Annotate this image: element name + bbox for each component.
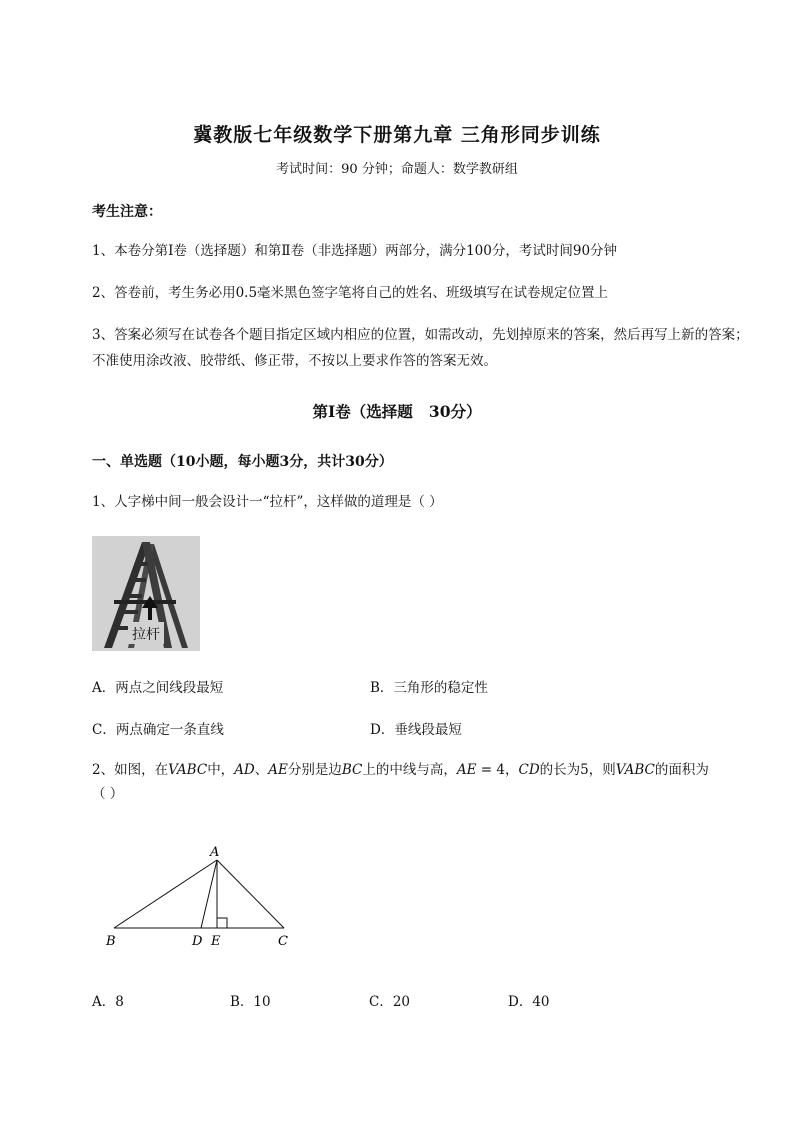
ladder-image (92, 536, 200, 651)
triangle-figure (100, 840, 300, 955)
q1-option-c: C．两点确定一条直线 (92, 722, 224, 738)
q2-segment-ad: AD (234, 762, 255, 778)
label-e: E (211, 934, 221, 949)
exam-info: 考试时间：90 分钟；命题人：数学教研组 (276, 162, 518, 177)
notice-item-3: 3、答案必须写在试卷各个题目指定区域内相应的位置，如需改动，先划掉原来的答案，然后再写上新的答案；不准使用涂改液、胶带纸、修正带，不按以上要求作答的答案无效。 (92, 327, 749, 369)
q2-triangle-abc: VABC (168, 762, 208, 778)
triangle-diagram (100, 840, 300, 955)
q2-text-7: 的长为5，则 (539, 762, 616, 778)
notice-item-1: 1、本卷分第Ⅰ卷（选择题）和第Ⅱ卷（非选择题）两部分，满分100分，考试时间90分钟 (92, 243, 618, 259)
right-angle-mark (217, 918, 227, 928)
ladder-label: 拉杆 (132, 627, 160, 643)
q2-option-a: A．8 (92, 994, 124, 1010)
section-title: 第Ⅰ卷（选择题 30分） (312, 402, 482, 421)
q2-text-6: = 4， (476, 762, 519, 778)
q2-text-2: 中， (207, 762, 235, 778)
q2-answer-blank: （ ） (92, 786, 124, 802)
q2-option-b: B．10 (230, 994, 271, 1010)
question-1-text: 1、人字梯中间一般会设计一“拉杆”，这样做的道理是（ ） (92, 494, 443, 510)
q2-segment-cd: CD (518, 762, 540, 778)
q1-option-a: A．两点之间线段最短 (92, 680, 224, 696)
side-ab (114, 860, 217, 928)
label-b: B (106, 934, 116, 949)
q2-text-5: 上的中线与高， (362, 762, 457, 778)
q2-segment-ae-2: AE (456, 762, 477, 778)
q2-text-8: 的面积为 (654, 762, 709, 778)
label-c: C (278, 934, 288, 949)
label-a: A (210, 845, 220, 860)
notice-heading: 考生注意： (92, 204, 162, 220)
q2-option-c: C．20 (369, 994, 411, 1010)
page-title: 冀教版七年级数学下册第九章 三角形同步训练 (193, 124, 601, 146)
question-2-text (92, 758, 752, 806)
median-ad (201, 860, 217, 928)
q2-option-d: D．40 (508, 994, 550, 1010)
q2-segment-ae: AE (268, 762, 288, 778)
q2-segment-bc: BC (341, 762, 363, 778)
question-group-heading: 一、单选题（10小题，每小题3分，共计30分） (92, 454, 393, 470)
q1-option-b: B．三角形的稳定性 (370, 680, 488, 696)
q2-text-4: 分别是边 (287, 762, 342, 778)
ladder-drawing (92, 536, 200, 651)
q2-text-1: 2、如图，在 (92, 762, 169, 778)
q2-triangle-abc-2: VABC (615, 762, 655, 778)
notice-item-2: 2、答卷前，考生务必用0.5毫米黑色签字笔将自己的姓名、班级填写在试卷规定位置上 (92, 285, 609, 301)
q1-option-d: D．垂线段最短 (370, 722, 462, 738)
label-d: D (192, 934, 203, 949)
q2-text-3: 、 (254, 762, 269, 778)
